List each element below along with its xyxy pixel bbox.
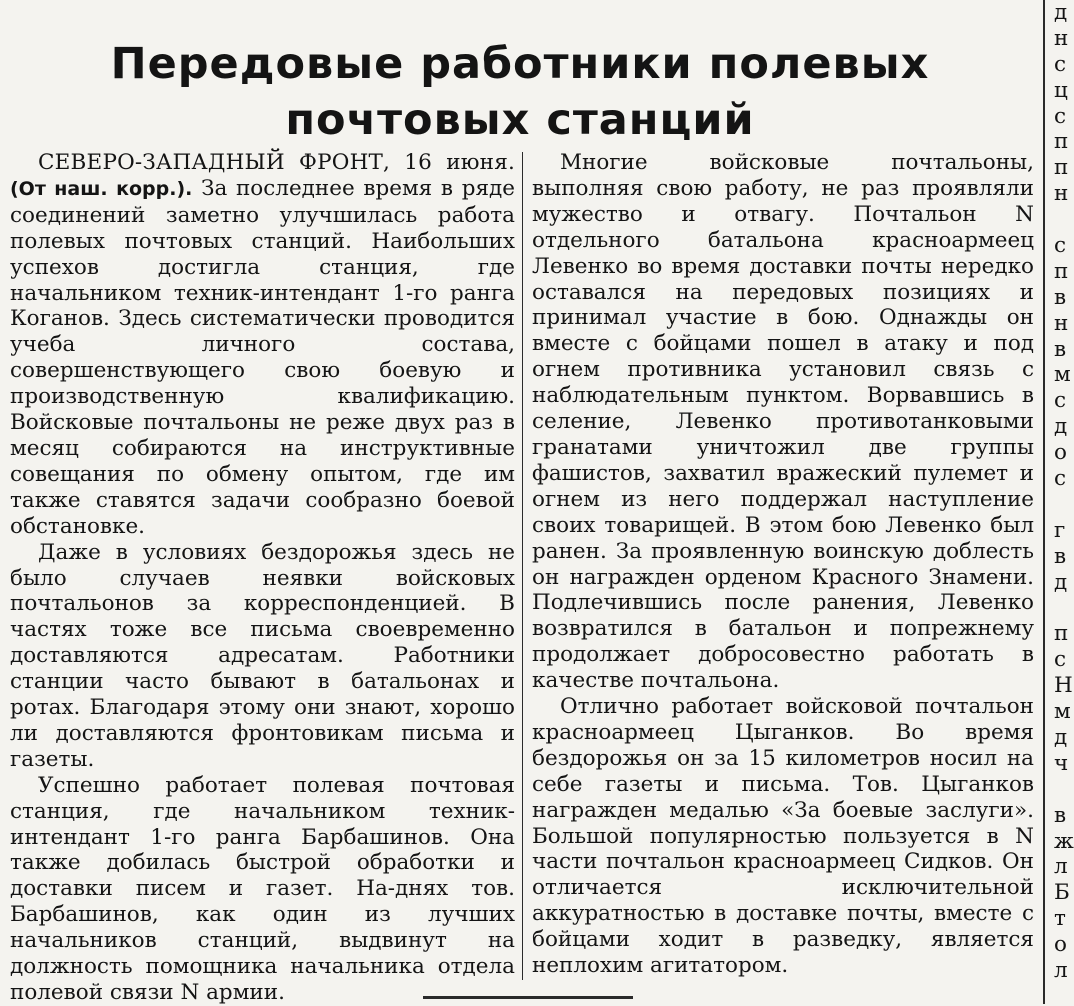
headline-line-2: почтовых станций xyxy=(285,95,755,145)
adjacent-line: о xyxy=(1054,932,1067,958)
adjacent-line: д xyxy=(1054,724,1068,750)
article-end-rule xyxy=(423,996,633,999)
adjacent-line: в xyxy=(1054,543,1067,569)
dateline-correspondent: (От наш. корр.). xyxy=(10,177,193,200)
article-paragraph-1-text: За последнее время в ряде соединений заметно улучшилась работа полевых почтовых станций. Наибольших успехов достигла станция, где начальником техник-интендант 1-го ранга Коганов. Здесь систематически проводится учеба личного состава, совершенствующего свою боевую и производственную квалификацию. Войсковые почтальоны не реже двух раз в месяц собираются на инструктивные совещания по обмену опытом, где им также ставятся задачи сообразно боевой обстановке. xyxy=(10,175,515,539)
adjacent-line: п xyxy=(1054,258,1069,284)
adjacent-line xyxy=(1054,492,1074,518)
adjacent-line: Б xyxy=(1054,880,1070,906)
article-column-left xyxy=(10,150,515,1006)
article-paragraph-4: Многие войсковые почтальоны, выполняя свою работу, не раз проявляли мужество и отвагу. Почтальон N отдельного батальона красноармеец Левенко во время доставки почты нередко оставался на передовых позициях и принимал участие в бою. Однажды он вместе с бойцами пошел в атаку и под огнем противника установил связь с наблюдательным пунктом. Ворвавшись в селение, Левенко противотанковыми гранатами уничтожил две группы фашистов, захватил вражеский пулемет и огнем из него поддержал наступление своих товарищей. В этом бою Левенко был ранен. За проявленную воинскую доблесть он награжден орденом Красного Знамени. Подлечившись после ранения, Левенко возвратился в батальон и попрежнему продолжает добросовестно работать в качестве почтальона. xyxy=(532,150,1034,694)
adjacent-line: п xyxy=(1054,621,1069,647)
column-divider xyxy=(522,152,523,980)
adjacent-line: д xyxy=(1054,569,1068,595)
adjacent-line: с xyxy=(1054,103,1067,129)
article-column-right xyxy=(532,150,1034,979)
article-paragraph-3: Успешно работает полевая почтовая станция, где начальником техник-интендант 1-го ранга Барбашинов. Она также добилась быстрой обработки и доставки писем и газет. На-днях тов. Барбашинов, как один из лучших начальников станций, выдвинут на должность помощника начальника отдела полевой связи N армии. xyxy=(10,772,515,1005)
headline xyxy=(0,36,1040,148)
adjacent-line: м xyxy=(1054,362,1071,388)
adjacent-line: в xyxy=(1054,802,1067,828)
dateline-place-date: СЕВЕРО-ЗАПАДНЫЙ ФРОНТ, 16 июня. xyxy=(38,150,515,175)
article-paragraph-1 xyxy=(10,150,515,540)
article-paragraph-5: Отлично работает войсковой почтальон красноармеец Цыганков. Во время бездорожья он за 15 километров носил на себе газеты и письма. Тов. Цыганков награжден медалью «За боевые заслуги». Большой популярностью пользуется в N части почтальон красноармеец Сидков. Он отличается исключительной аккуратностью в доставке почты, вместе с бойцами ходит в разведку, является неплохим агитатором. xyxy=(532,694,1034,979)
adjacent-line: с xyxy=(1054,388,1067,414)
adjacent-line: л xyxy=(1054,957,1068,983)
adjacent-line: п xyxy=(1054,155,1069,181)
adjacent-line: м xyxy=(1054,699,1071,725)
adjacent-line xyxy=(1054,777,1074,803)
adjacent-line: с xyxy=(1054,647,1067,673)
adjacent-line: н xyxy=(1054,25,1069,51)
adjacent-line: д xyxy=(1054,0,1068,25)
headline-line-1: Передовые работники полевых xyxy=(110,39,930,89)
adjacent-line: н xyxy=(1054,310,1069,336)
adjacent-line: т xyxy=(1054,906,1066,932)
adjacent-line: Н xyxy=(1054,673,1073,699)
adjacent-line: п xyxy=(1054,129,1069,155)
article-paragraph-2: Даже в условиях бездорожья здесь не было случаев неявки войсковых почтальонов за корреспонденцией. В частях тоже все письма своевременно доставляются адресатам. Работники станции часто бывают в батальонах и ротах. Благодаря этому они знают, хорошо ли доставляются фронтовикам письма и газеты. xyxy=(10,539,515,772)
adjacent-line: н xyxy=(1054,181,1069,207)
adjacent-line: г xyxy=(1054,517,1066,543)
adjacent-line: о xyxy=(1054,440,1067,466)
adjacent-line xyxy=(1054,207,1074,233)
adjacent-article-fragment xyxy=(1054,0,1074,984)
adjacent-line: в xyxy=(1054,284,1067,310)
adjacent-line: ц xyxy=(1054,77,1068,103)
adjacent-line: с xyxy=(1054,233,1067,259)
adjacent-line: д xyxy=(1054,414,1068,440)
adjacent-line: л xyxy=(1054,854,1068,880)
adjacent-line: с xyxy=(1054,466,1067,492)
adjacent-line: ч xyxy=(1054,750,1069,776)
page-column-rule xyxy=(1043,0,1045,1004)
adjacent-line: в xyxy=(1054,336,1067,362)
adjacent-line: ж xyxy=(1054,828,1074,854)
adjacent-line: с xyxy=(1054,51,1067,77)
adjacent-line xyxy=(1054,595,1074,621)
